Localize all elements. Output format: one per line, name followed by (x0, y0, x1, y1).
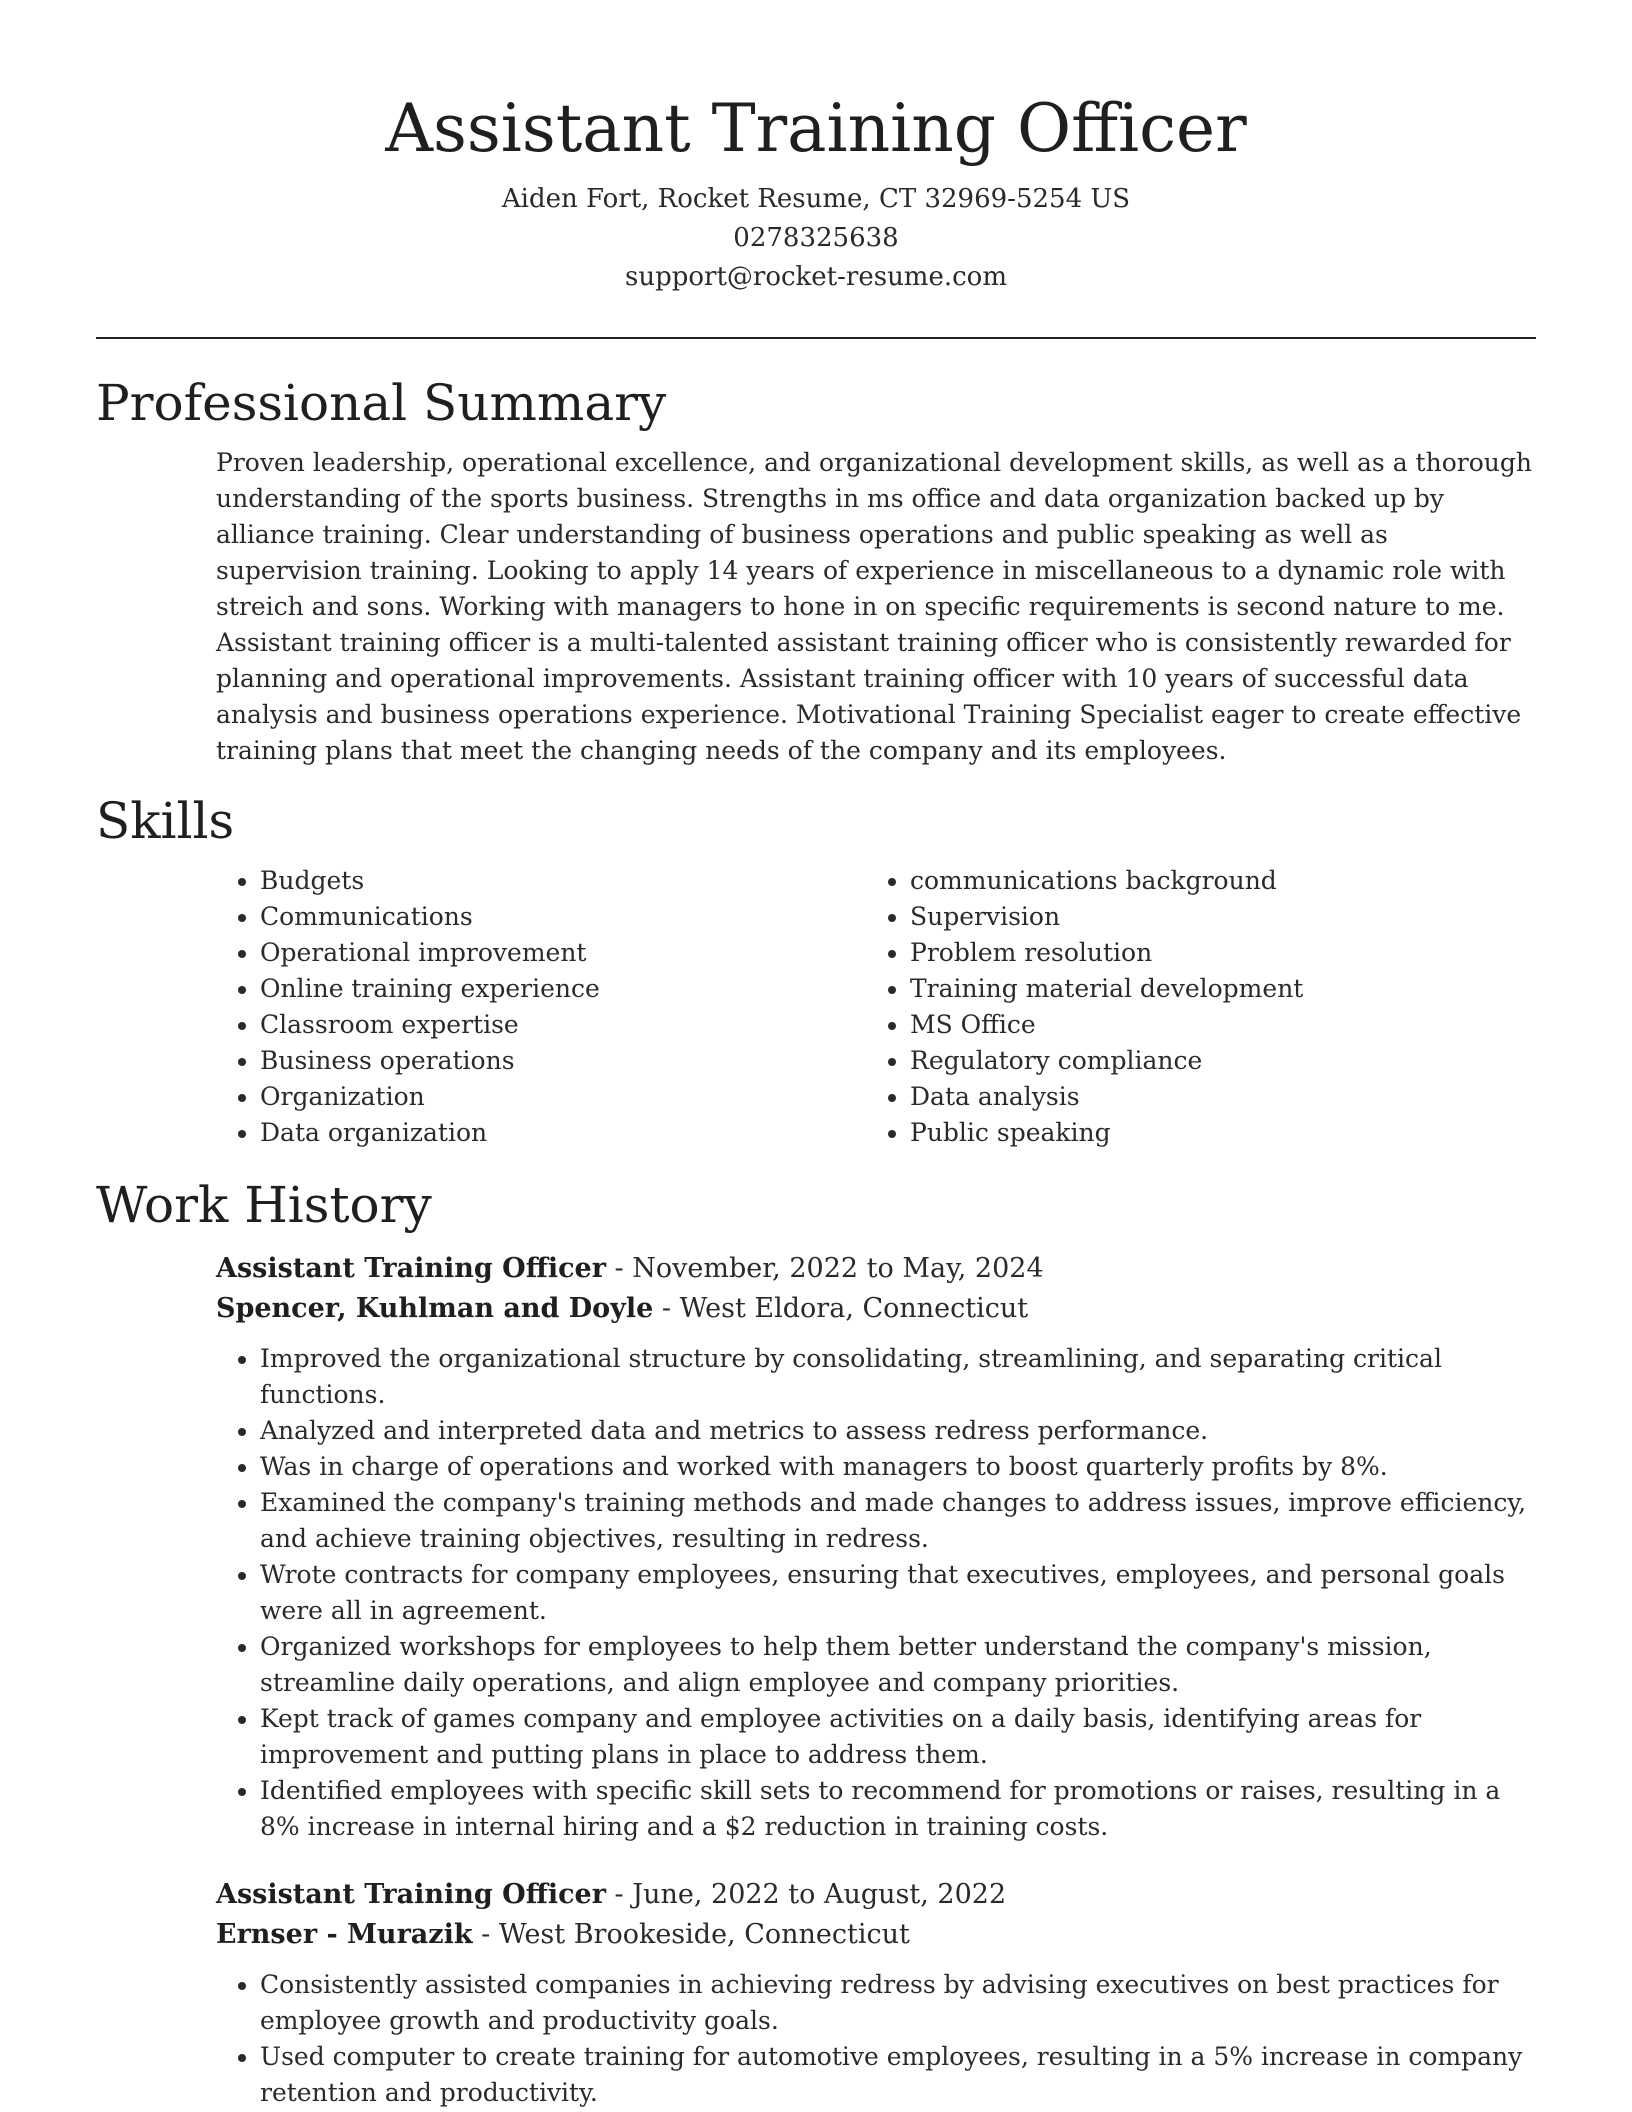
job-bullet: • Kept track of games company and employee activities on a daily basis, identifying areas for improvement and putting plans in place to address them. (260, 1701, 1536, 1773)
job-dates: November, 2022 to May, 2024 (632, 1253, 1044, 1284)
skill-item: • Training material development (910, 971, 1410, 1007)
job-title-line: Assistant Training Officer - November, 2022 to May, 2024 (216, 1253, 1044, 1284)
skill-item: • Public speaking (910, 1115, 1410, 1151)
job-company: Ernser - Murazik (216, 1919, 473, 1950)
skill-item: • Classroom expertise (260, 1007, 866, 1043)
job-bullet: • Organized workshops for employees to help them better understand the company's mission, streamline daily operations, and align employee and company priorities. (260, 1629, 1536, 1701)
job-location: West Brookeside, Connecticut (498, 1919, 910, 1950)
job-bullet: • Analyzed and interpreted data and metrics to assess redress performance. (260, 1413, 1536, 1449)
job-dates: June, 2022 to August, 2022 (632, 1879, 1007, 1910)
header-divider (96, 337, 1536, 339)
job-company-line: Spencer, Kuhlman and Doyle - West Eldora, Connecticut (216, 1293, 1029, 1324)
resume-header (96, 0, 1536, 297)
skills-column-left (216, 863, 866, 1151)
skill-item: • Online training experience (260, 971, 866, 1007)
summary-heading: Professional Summary (96, 374, 667, 432)
job-entry (216, 1249, 1536, 1845)
skill-item: • Business operations (260, 1043, 866, 1079)
contact-phone: 0278325638 (733, 223, 899, 253)
skill-item: • communications background (910, 863, 1410, 899)
job-company: Spencer, Kuhlman and Doyle (216, 1293, 654, 1324)
job-bullet: • Was in charge of operations and worked with managers to boost quarterly profits by 8%. (260, 1449, 1536, 1485)
job-bullets (216, 1341, 1536, 1845)
skills-list (216, 863, 1536, 1151)
skill-item: • Organization (260, 1079, 866, 1115)
job-location: West Eldora, Connecticut (679, 1293, 1029, 1324)
skill-item: • Budgets (260, 863, 866, 899)
skill-item: • MS Office (910, 1007, 1410, 1043)
contact-info (96, 180, 1536, 297)
skill-item: • Communications (260, 899, 866, 935)
skills-heading: Skills (96, 792, 235, 850)
job-role: Assistant Training Officer (216, 1879, 606, 1910)
work-history-heading: Work History (96, 1176, 432, 1234)
contact-email: support@rocket-resume.com (624, 262, 1007, 292)
skill-item: • Data organization (260, 1115, 866, 1151)
job-entry (216, 1875, 1536, 2111)
job-title-line: Assistant Training Officer - June, 2022 to August, 2022 (216, 1879, 1007, 1910)
job-bullets (216, 1967, 1536, 2111)
skill-item: • Supervision (910, 899, 1410, 935)
job-company-line: Ernser - Murazik - West Brookeside, Connecticut (216, 1919, 910, 1950)
contact-address: Aiden Fort, Rocket Resume, CT 32969-5254 US (501, 184, 1131, 214)
skills-column-right (866, 863, 1410, 1151)
job-bullet: • Consistently assisted companies in achieving redress by advising executives on best practices for employee growth and productivity goals. (260, 1967, 1536, 2039)
skill-item: • Operational improvement (260, 935, 866, 971)
job-bullet: • Examined the company's training methods and made changes to address issues, improve efficiency, and achieve training objectives, resulting in redress. (260, 1485, 1536, 1557)
skill-item: • Problem resolution (910, 935, 1410, 971)
skill-item: • Data analysis (910, 1079, 1410, 1115)
job-bullet: • Used computer to create training for automotive employees, resulting in a 5% increase in company retention and productivity. (260, 2039, 1536, 2111)
job-bullet: • Wrote contracts for company employees, ensuring that executives, employees, and personal goals were all in agreement. (260, 1557, 1536, 1629)
resume-title: Assistant Training Officer (385, 90, 1247, 167)
job-bullet: • Identified employees with specific skill sets to recommend for promotions or raises, resulting in a 8% increase in internal hiring and a $2 reduction in training costs. (260, 1773, 1536, 1845)
job-role: Assistant Training Officer (216, 1253, 606, 1284)
job-bullet: • Improved the organizational structure by consolidating, streamlining, and separating critical functions. (260, 1341, 1536, 1413)
skill-item: • Regulatory compliance (910, 1043, 1410, 1079)
summary-text: Proven leadership, operational excellence, and organizational development skills, as well as a thorough understanding of the sports business. Strengths in ms office and data organization backed up by alliance training. Clear understanding of business operations and public speaking as well as supervision training. Looking to apply 14 years of experience in miscellaneous to a dynamic role with streich and sons. Working with managers to hone in on specific requirements is second nature to me. Assistant training officer is a multi-talented assistant training officer who is consistently rewarded for planning and operational improvements. Assistant training officer with 10 years of successful data analysis and business operations experience. Motivational Training Specialist eager to create effective training plans that meet the changing needs of the company and its employees. (216, 448, 1532, 765)
